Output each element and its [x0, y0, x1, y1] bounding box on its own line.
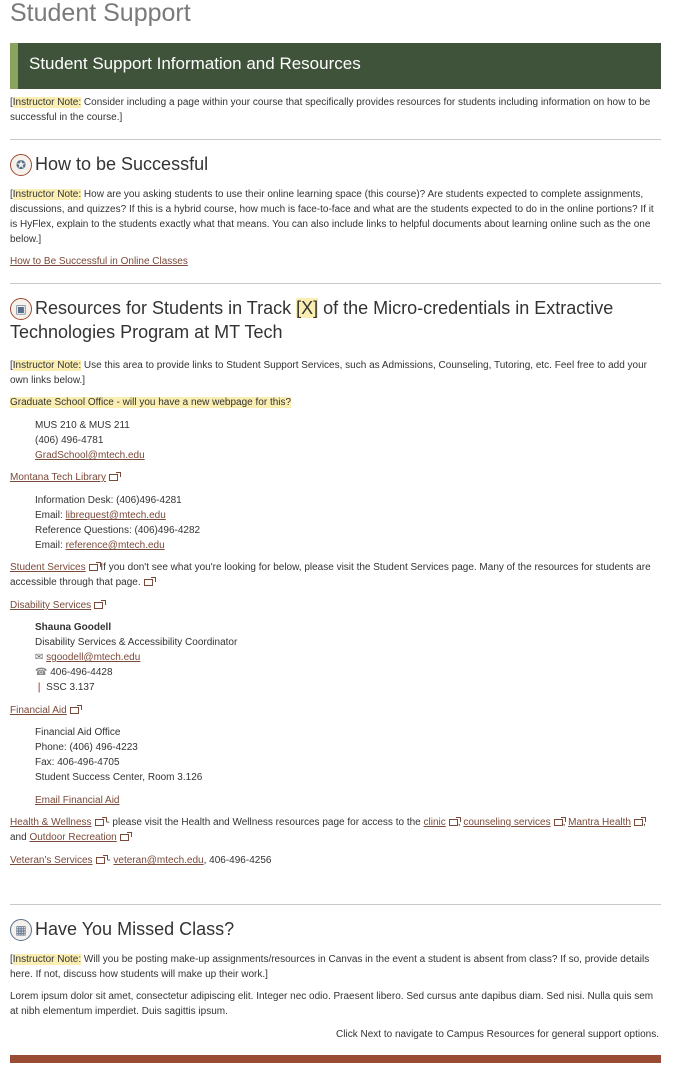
mail-icon: ✉ — [35, 652, 47, 663]
financial-aid-link-row — [10, 703, 79, 718]
and-text: , and — [10, 817, 646, 843]
instructor-note-label: Instructor Note: — [12, 360, 82, 371]
instructor-note-label: Instructor Note: — [12, 189, 82, 200]
library-link-row — [10, 470, 118, 485]
instructor-note-successful: [Instructor Note: How are you asking students to use their online learning space (this course)? Are students expected to complete assignments, discussions, and quizzes? If this is a hybrid course, how much is face-to-face and what are the students expected to do in the online portions? If it is HyFlex, explain to the students exactly what that means. You can also include links to helpful documents about learning online such as the one below.] — [10, 189, 654, 245]
footer-bar — [10, 1055, 661, 1063]
external-link-icon — [95, 819, 104, 826]
veteran-phone: , 406-496-4256 — [203, 855, 272, 866]
veteran-email-link[interactable]: veteran@mtech.edu — [113, 855, 204, 866]
reference-email-row — [35, 538, 165, 553]
instructor-note-intro: [Instructor Note: Consider including a page within your course that specifically provides resources for students including information on how to be successful in the course.] — [10, 97, 651, 123]
disability-room-row — [35, 680, 95, 695]
section-heading-missed-class — [10, 917, 234, 941]
external-link-icon — [144, 579, 153, 586]
instructor-note-missed: [Instructor Note: Will you be posting make-up assignments/resources in Canvas in the event a student is absent from class? If so, provide details here. If not, discuss how students will make up their work.] — [10, 954, 650, 980]
heading-text: Resources for Students in Track — [35, 298, 297, 318]
disability-contact-name: Shauna Goodell — [35, 622, 112, 633]
external-link-icon — [109, 474, 118, 481]
section-banner — [10, 43, 661, 89]
external-link-icon — [120, 834, 129, 841]
health-text: - please visit the Health and Wellness resources page for access to the — [103, 817, 424, 828]
email-financial-aid-link[interactable]: Email Financial Aid — [35, 795, 120, 806]
banner-accent — [10, 43, 18, 89]
mantra-health-link[interactable]: Mantra Health — [568, 817, 631, 828]
note-text: Will you be posting make-up assignments/resources in Canvas in the event a student is absent from class? If so, provide details here. If not, discuss how students will make up their work.] — [10, 954, 650, 980]
label: Email: — [35, 510, 66, 521]
divider — [10, 904, 661, 905]
clinic-link[interactable]: clinic — [423, 817, 446, 828]
instructor-note-label: Instructor Note: — [12, 954, 82, 965]
award-icon: ✪ — [10, 154, 32, 176]
page-title: Student Support — [10, 0, 191, 27]
health-wellness-row: Health & Wellness - please visit the Health and Wellness resources page for access to the clinic , counseling services , Mantra Health , and Outdoor Recreation — [10, 817, 646, 843]
calendar-icon: ▦ — [10, 919, 32, 941]
section-heading-resources — [10, 296, 661, 344]
heading-text: How to be Successful — [35, 154, 209, 174]
health-wellness-link[interactable]: Health & Wellness — [10, 817, 92, 828]
grad-phone: (406) 496-4781 — [35, 435, 104, 446]
external-link-icon — [449, 819, 458, 826]
instructor-note-resources: [Instructor Note: Use this area to provide links to Student Support Services, such as Admissions, Counseling, Tutoring, etc. Feel free to add your own links below.] — [10, 360, 647, 386]
heading-text: of the Micro-credentials in Extractive Technologies Program at MT Tech — [10, 298, 614, 343]
label: Email: — [35, 540, 66, 551]
external-link-icon — [70, 707, 79, 714]
library-email-link[interactable]: librequest@mtech.edu — [65, 510, 166, 521]
track-placeholder: [X] — [296, 298, 319, 318]
phone-text: 406-496-4428 — [50, 667, 113, 678]
phone-icon: ☎ — [35, 667, 51, 678]
disability-email-link[interactable]: sgoodell@mtech.edu — [46, 652, 141, 663]
grad-school-text: Graduate School Office - will you have a new webpage for this? — [10, 397, 292, 408]
disability-contact-title: Disability Services & Accessibility Coordinator — [35, 637, 238, 648]
grad-school-heading — [10, 395, 291, 410]
note-text: Consider including a page within your course that specifically provides resources for students including information on how to be successful in the course.] — [10, 97, 651, 123]
external-link-icon — [554, 819, 563, 826]
disability-phone-row — [35, 665, 113, 680]
room-text: SSC 3.137 — [46, 682, 95, 693]
banner-title: Student Support Information and Resources — [29, 54, 361, 73]
external-link-icon — [94, 602, 103, 609]
note-text: Use this area to provide links to Student Support Services, such as Admissions, Counseling, Tutoring, etc. Feel free to add your own links below.] — [10, 360, 647, 386]
student-services-row — [10, 560, 661, 590]
library-desk: Information Desk: (406)496-4281 — [35, 495, 182, 506]
student-services-link[interactable]: Student Services — [10, 562, 86, 573]
heading-text: Have You Missed Class? — [35, 919, 235, 939]
presentation-icon: ▣ — [10, 298, 32, 320]
finaid-phone: Phone: (406) 496-4223 — [35, 742, 138, 753]
external-link-icon — [89, 564, 98, 571]
library-reference: Reference Questions: (406)496-4282 — [35, 525, 201, 536]
map-pin-icon: ❘ — [35, 682, 44, 693]
disability-link-row — [10, 598, 103, 613]
external-link-icon — [634, 819, 643, 826]
disability-services-link[interactable]: Disability Services — [10, 600, 92, 611]
disability-email-row — [35, 650, 140, 665]
library-email-row — [35, 508, 166, 523]
financial-aid-link[interactable]: Financial Aid — [10, 705, 67, 716]
divider — [10, 283, 661, 284]
next-instruction: Click Next to navigate to Campus Resources for general support options. — [336, 1029, 659, 1040]
note-text: How are you asking students to use their online learning space (this course)? Are students expected to complete assignments, discussions, and quizzes? If this is a hybrid course, how much is face-to-face and what are the students expected to do in the online portions? If it is HyFlex, explain to the students exactly what that means. You can also include links to helpful documents about learning online such as the one below.] — [10, 189, 654, 245]
instructor-note-label: Instructor Note: — [12, 97, 82, 108]
finaid-office: Financial Aid Office — [35, 727, 121, 738]
veteran-row — [10, 853, 271, 868]
finaid-fax: Fax: 406-496-4705 — [35, 757, 120, 768]
divider — [10, 139, 661, 140]
grad-room: MUS 210 & MUS 211 — [35, 420, 130, 431]
grad-email-link[interactable]: GradSchool@mtech.edu — [35, 450, 145, 461]
dash: - — [104, 855, 114, 866]
link-how-to-be-successful[interactable]: How to Be Successful in Online Classes — [10, 256, 188, 267]
reference-email-link[interactable]: reference@mtech.edu — [65, 540, 165, 551]
veteran-services-link[interactable]: Veteran's Services — [10, 855, 93, 866]
external-link-icon — [96, 857, 105, 864]
lorem-paragraph: Lorem ipsum dolor sit amet, consectetur adipiscing elit. Integer nec odio. Praesent libero. Sed cursus ante dapibus diam. Sed nisi. Nulla quis sem at nibh elementum imperdiet. Duis sagittis ipsum. — [10, 991, 654, 1017]
section-heading-successful — [10, 152, 208, 176]
counseling-link[interactable]: counseling services — [463, 817, 551, 828]
outdoor-recreation-link[interactable]: Outdoor Recreation — [29, 832, 117, 843]
library-link[interactable]: Montana Tech Library — [10, 472, 106, 483]
student-services-text: If you don't see what you're looking for below, please visit the Student Services page. Many of the resources for students are accessible through that page. — [10, 562, 651, 588]
finaid-room: Student Success Center, Room 3.126 — [35, 772, 203, 783]
